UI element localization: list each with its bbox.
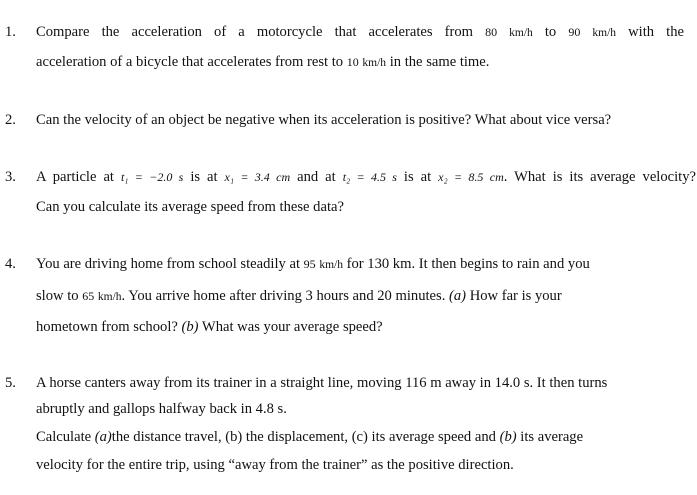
question-4-line-1	[0, 253, 697, 275]
question-5-text-cont: abruptly and gallops halfway back in 4.8 s.	[36, 401, 287, 417]
question-4-line-3	[0, 316, 697, 338]
question-2-text: Can the velocity of an object be negative when its acceleration is positive? What about vice versa?	[36, 112, 612, 128]
question-1-number: 1.	[5, 24, 16, 40]
question-2-number: 2.	[5, 112, 16, 128]
question-3-text: A particle at t₁ = −2.0 s is at x₁ = 3.4 cm and at t₂ = 4.5 s is at x₂ = 8.5 cm. What is its average velocity?	[36, 169, 697, 185]
question-3-line-1	[0, 166, 697, 188]
question-1-text-cont: acceleration of a bicycle that accelerates from rest to 10 km/h in the same time.	[36, 54, 490, 70]
question-4-number: 4.	[5, 256, 16, 272]
question-1-line-1	[0, 21, 697, 43]
question-5-line-4	[0, 454, 697, 476]
question-5-line-3	[0, 426, 697, 448]
question-5-line-1	[0, 372, 697, 394]
question-5-text: A horse canters away from its trainer in a straight line, moving 116 m away in 14.0 s. It then turns	[36, 375, 608, 391]
question-4-line-2	[0, 285, 697, 307]
question-4-text-cont-2: hometown from school? (b) What was your average speed?	[36, 319, 383, 335]
question-3-text-cont: Can you calculate its average speed from these data?	[36, 199, 344, 215]
question-4-text: You are driving home from school steadily at 95 km/h for 130 km. It then begins to rain and you	[36, 256, 590, 272]
question-2-line-1	[0, 109, 697, 131]
question-3-line-2	[0, 196, 697, 218]
question-5-text-cont-2: Calculate (a)the distance travel, (b) the displacement, (c) its average speed and (b) its average	[36, 429, 584, 445]
question-1-text: Compare the acceleration of a motorcycle that accelerates from 80 km/h to 90 km/h with the	[36, 24, 684, 40]
question-5-line-2	[0, 398, 697, 420]
question-3-number: 3.	[5, 169, 16, 185]
question-1-line-2	[0, 51, 697, 73]
question-5-text-cont-3: velocity for the entire trip, using “away from the trainer” as the positive direction.	[36, 457, 514, 473]
question-4-text-cont: slow to 65 km/h. You arrive home after driving 3 hours and 20 minutes. (a) How far is your	[36, 288, 562, 304]
question-5-number: 5.	[5, 375, 16, 391]
